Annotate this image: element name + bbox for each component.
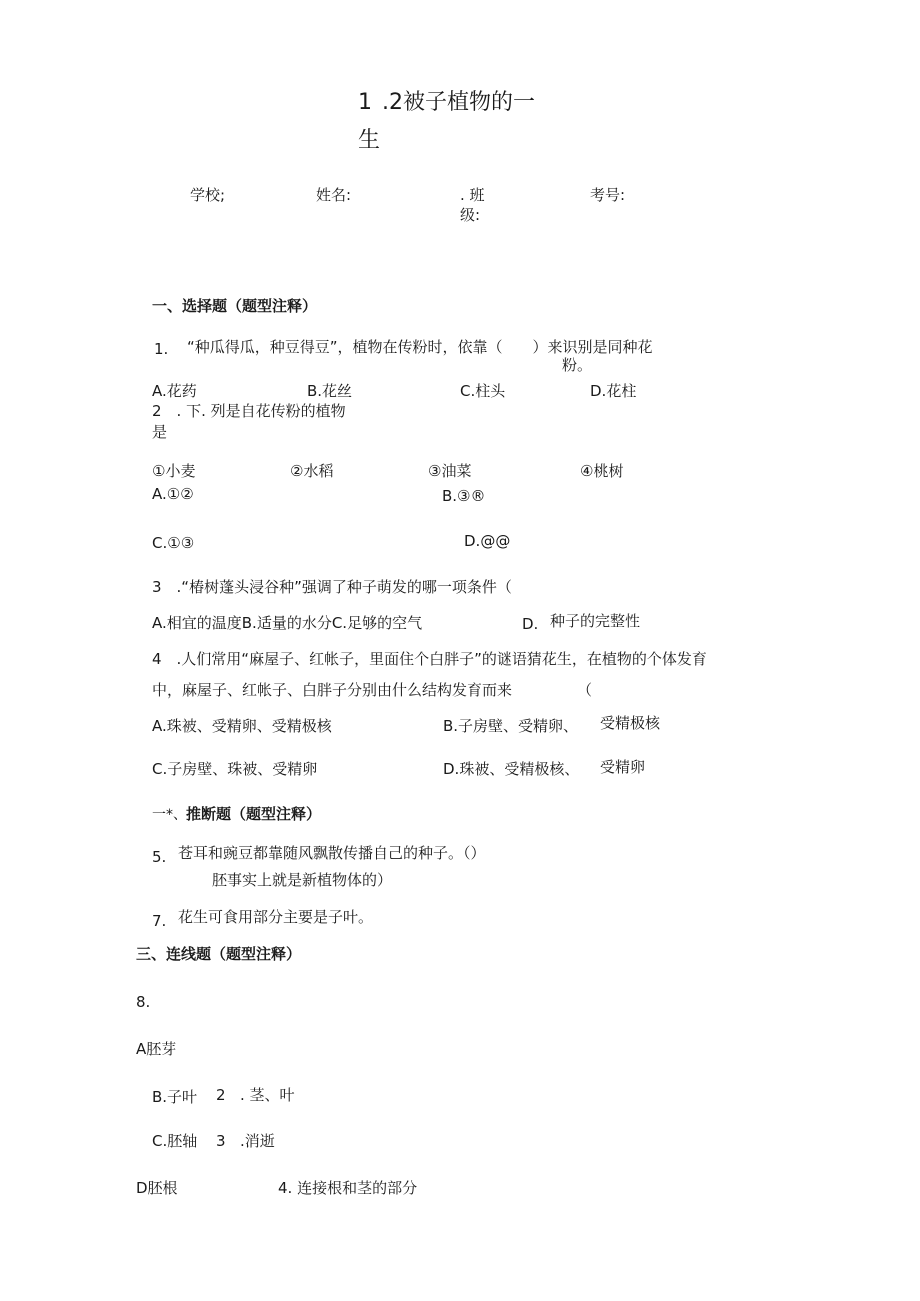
section-heading-matching: 三、连线题（题型注释） — [136, 945, 302, 963]
q8-item-c: C.胚轴 — [152, 1132, 198, 1150]
page-title-cont: 生 — [358, 128, 381, 153]
question-6-text: 胚事实上就是新植物体的） — [212, 871, 393, 889]
question-number: 1. — [154, 340, 169, 358]
q8-right-item-2: . 茎、叶 — [240, 1086, 295, 1104]
question-4-text-cont: 中，麻屋子、红帐子、白胖子分别由什么结构发育而来 — [152, 681, 513, 699]
q8-item-a: A胚芽 — [136, 1040, 177, 1058]
q2-option-d: D.@@ — [464, 532, 511, 550]
question-number: 7. — [152, 912, 167, 930]
q1-option-c: C.柱头 — [460, 382, 506, 400]
q2-item-4: ④桃树 — [580, 462, 624, 480]
q1-option-a: A.花药 — [152, 382, 197, 400]
q4-option-a: A.珠被、受精卵、受精极核 — [152, 717, 332, 735]
q4-option-c: C.子房壁、珠被、受精卵 — [152, 760, 318, 778]
q2-option-c: C.①③ — [152, 534, 195, 552]
q1-option-d: D.花柱 — [590, 382, 637, 400]
q2-option-a: A.①② — [152, 485, 194, 503]
question-7-text: 花生可食用部分主要是子叶。 — [178, 908, 374, 926]
q2-item-2: ②水稻 — [290, 462, 334, 480]
section-2-prefix: 一*、 — [152, 807, 187, 823]
school-label: 学校; — [190, 186, 226, 204]
question-number: 5. — [152, 848, 167, 866]
question-5-text: 苍耳和豌豆都靠随风飘散传播自己的种子。（） — [178, 844, 486, 862]
name-label: 姓名: — [316, 186, 352, 204]
q4-option-d-tail: 受精卵 — [600, 758, 646, 776]
q4-option-b-tail: 受精极核 — [600, 714, 661, 732]
page-title: .2被子植物的一 — [382, 90, 535, 115]
section-heading-judgment: 推断题（题型注释） — [186, 805, 322, 823]
q4-paren: （ — [577, 681, 593, 699]
q2-option-b: B.③® — [442, 487, 486, 505]
q3-option-d-label: D. — [522, 615, 539, 633]
q8-right-item-4: 4. 连接根和茎的部分 — [278, 1179, 418, 1197]
exam-number-label: 考号: — [590, 186, 626, 204]
question-1-text-cont: 粉。 — [562, 356, 593, 374]
q4-option-b: B.子房壁、受精卵、 — [443, 717, 579, 735]
q4-option-d: D.珠被、受精极核、 — [443, 760, 580, 778]
q8-item-d: D胚根 — [136, 1179, 178, 1197]
q2-item-1: ①小麦 — [152, 462, 196, 480]
section-heading-choice: 一、选择题（题型注释） — [152, 297, 318, 315]
q3-options-abc: A.相宜的温度B.适量的水分C.足够的空气 — [152, 614, 423, 632]
question-3-text: 3 .“椿树蓬头浸谷种”强调了种子萌发的哪一项条件（ — [152, 578, 512, 596]
title-number: 1 — [358, 90, 372, 115]
q8-right-number: 2 — [216, 1086, 226, 1104]
class-label-cont: 级: — [460, 206, 481, 224]
q8-item-b: B.子叶 — [152, 1088, 198, 1106]
question-4-text: 4 .人们常用“麻屋子、红帐子，里面住个白胖子”的谜语猜花生，在植物的个体发育 — [152, 650, 707, 668]
question-2-text: 2 . 下. 列是自花传粉的植物 — [152, 402, 346, 420]
question-2-text-cont: 是 — [152, 423, 168, 441]
q8-right-item-3: .消逝 — [240, 1132, 275, 1150]
class-label: . 班 — [460, 186, 485, 204]
q2-item-3: ③油菜 — [428, 462, 472, 480]
q3-option-d-text: 种子的完整性 — [550, 612, 641, 630]
question-number: 8. — [136, 993, 151, 1011]
q1-option-b: B.花丝 — [307, 382, 353, 400]
q8-right-number: 3 — [216, 1132, 226, 1150]
question-1-text: “种瓜得瓜，种豆得豆”，植物在传粉时，依靠（ ）来识别是同种花 — [187, 338, 653, 356]
